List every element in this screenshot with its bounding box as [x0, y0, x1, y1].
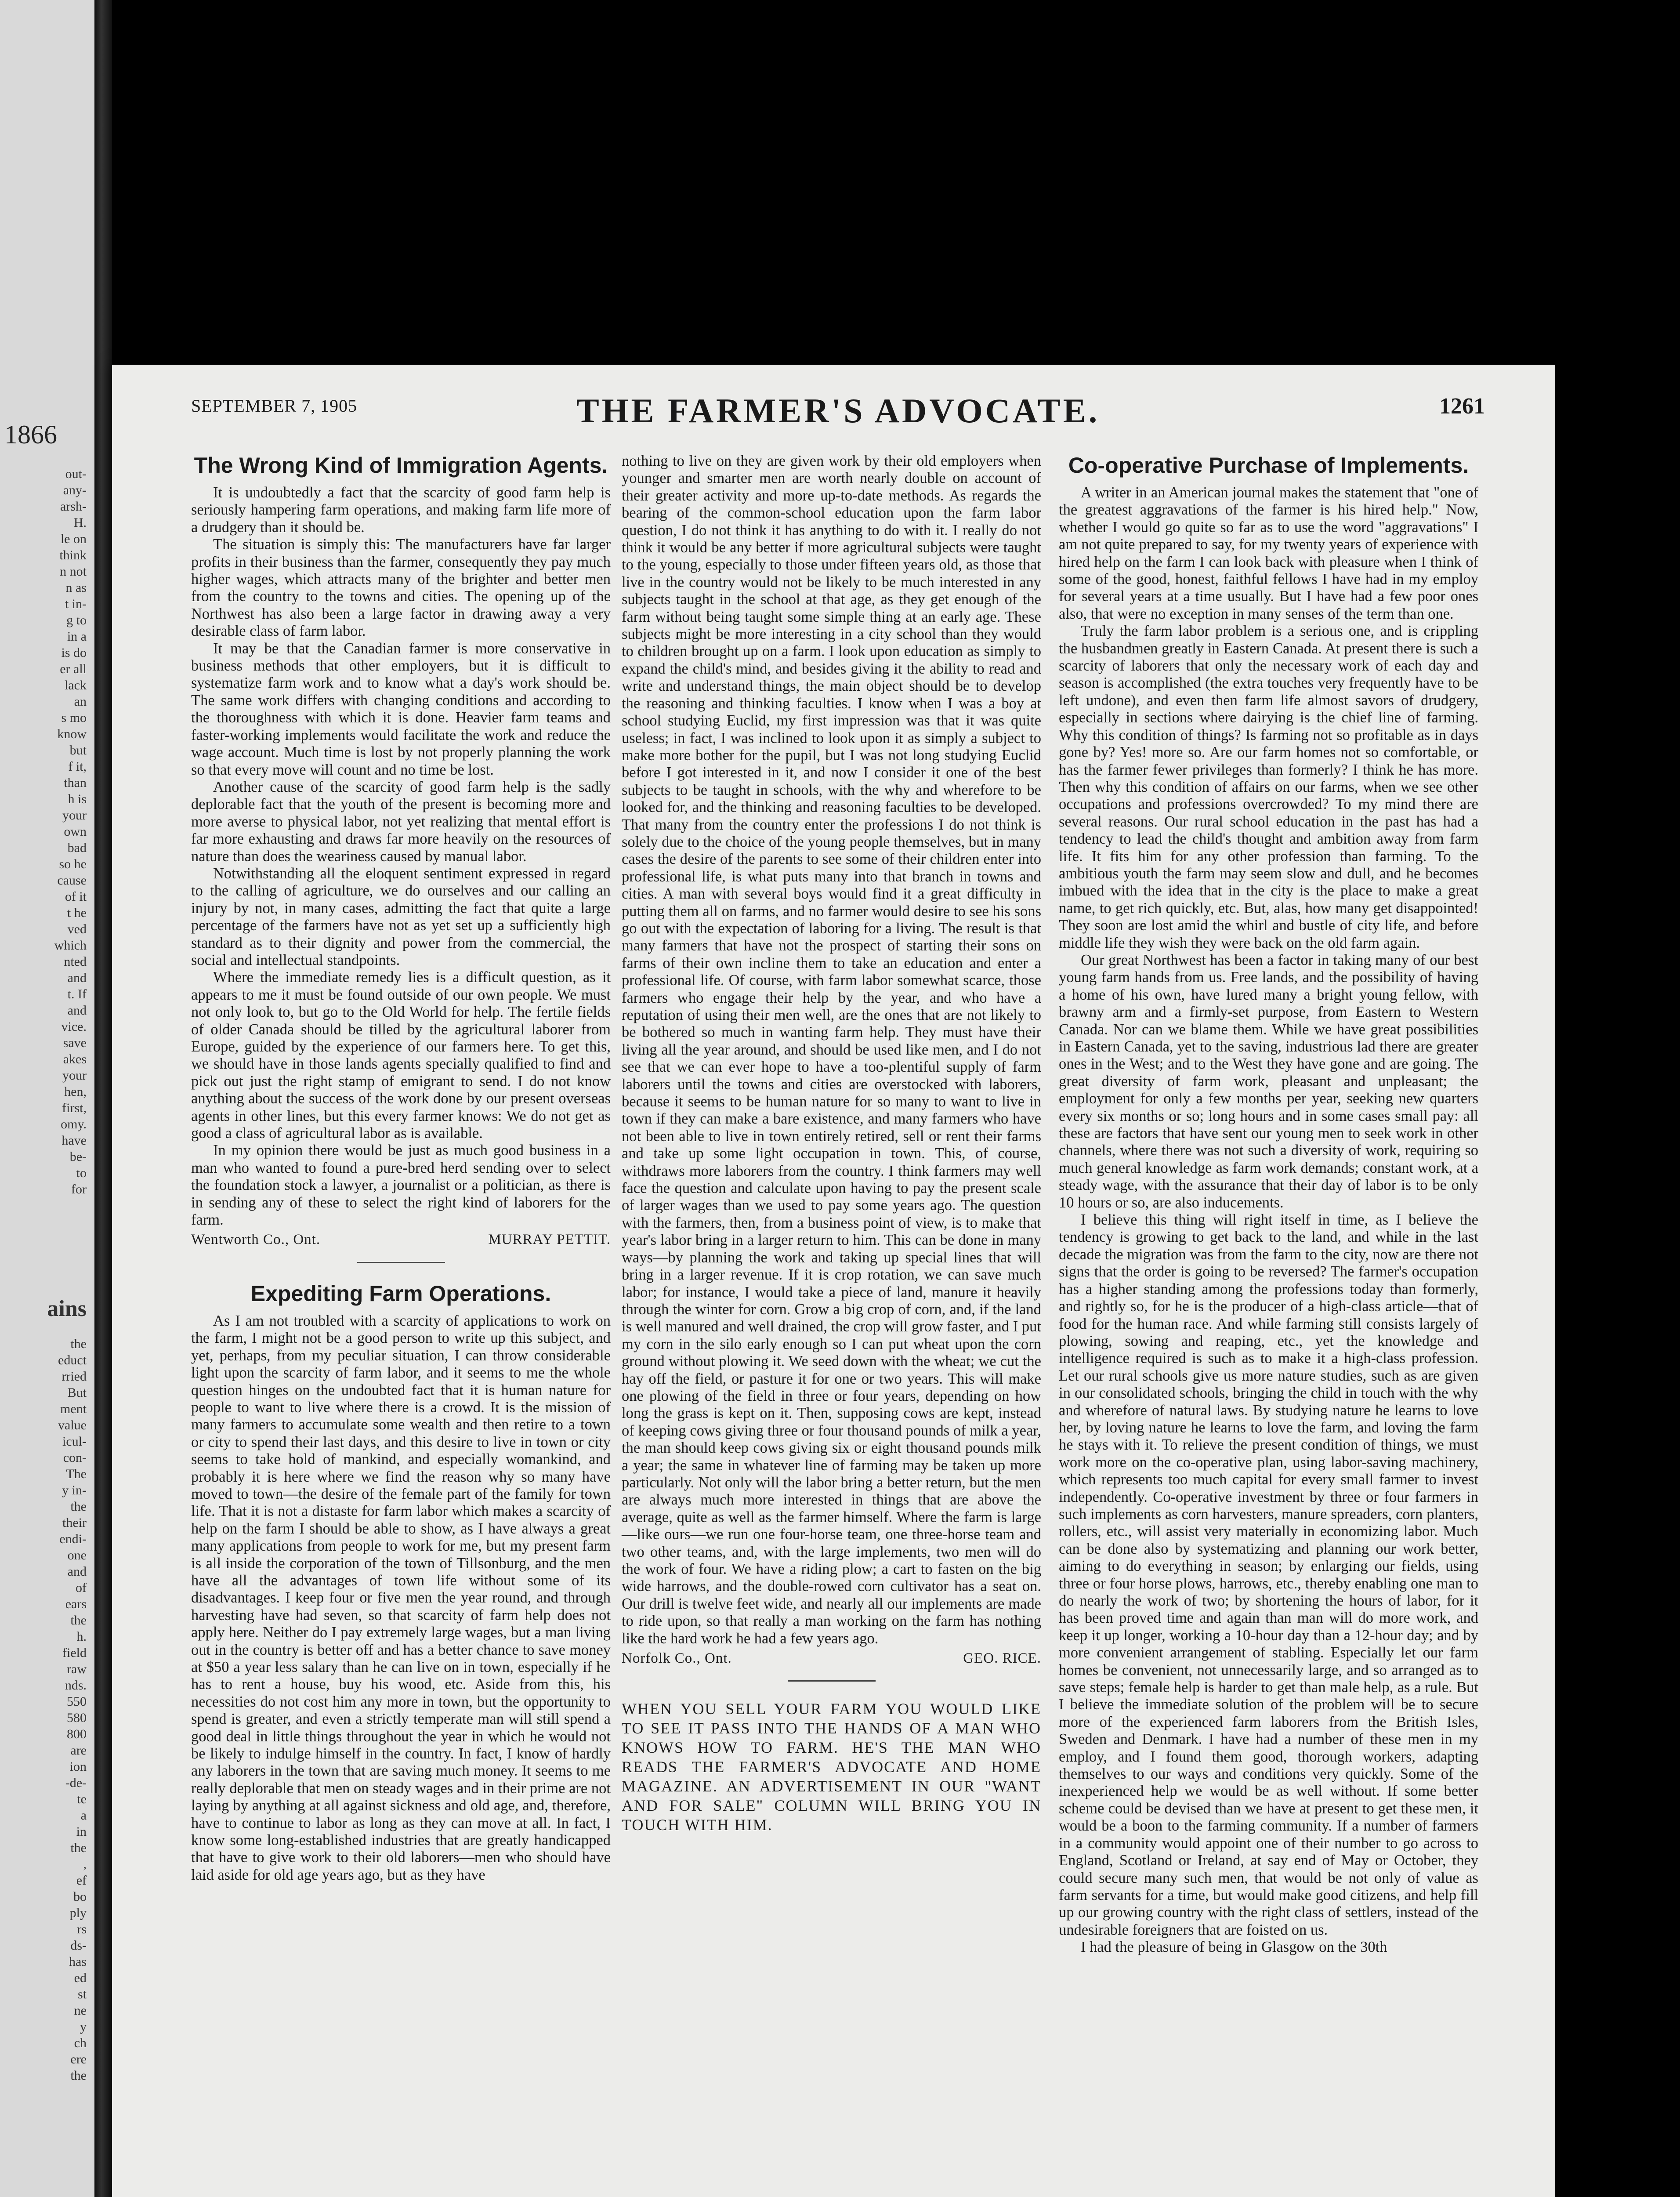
previous-page-fragment: educt	[58, 1353, 87, 1367]
previous-page-fragment: the	[70, 2068, 87, 2083]
previous-page-fragment: which	[54, 938, 87, 953]
previous-page-fragment: hen,	[64, 1084, 87, 1099]
previous-page-fragment: rried	[62, 1369, 87, 1384]
previous-page-fragment: raw	[67, 1662, 87, 1676]
previous-page-fragment: have	[62, 1133, 87, 1148]
previous-page-fragment: con-	[63, 1450, 87, 1465]
previous-page-fragment: ne	[74, 2003, 87, 2018]
paragraph: Notwithstanding all the eloquent sentiment expressed in regard to the calling of agriculture, we do ourselves and our calling an injury by not, in many cases, admitting the fact that quite a large percentage of the farmers have not as yet set up a sufficiently high standard as to their dignity and power from the commercial, the social and intellectual standpoints.	[191, 865, 611, 968]
previous-page-fragment: so he	[59, 857, 87, 871]
previous-page-fragment: st	[77, 1987, 87, 2001]
previous-page-fragment: ears	[65, 1597, 87, 1611]
previous-page-fragment: to	[76, 1166, 87, 1180]
previous-page-fragment: their	[62, 1515, 87, 1530]
paragraph: As I am not troubled with a scarcity of applications to work on the farm, I might not be a good person to write up this subject, and yet, perhaps, from my peculiar situation, I can throw considerable light upon the scarcity of farm labor, and it seems to me the whole question hinges on the undoubted fact that it is human nature for people to want to live where there is a crowd. It is the mission of many farmers to accumulate some wealth and then retire to a town or city to spend their last days, and this desire to live in town or city seems to take hold of mankind, and especially womankind, and probably it is here where we find the reason why so many have moved to town—the desire of the female part of the family for town life. That it is not a distaste for farm labor which makes a scarcity of help on the farm I should be able to show, as I have always a great many applications from people to work for me, but my present farm is all inside the corporation of the town of Tillsonburg, and the men have all the advantages of town life without some of its disadvantages. I keep four or five men the year round, and through harvesting have had seven, so that scarcity of farm help does not apply here. Neither do I pay extremely large wages, but a man living out in the country is better off and has a better chance to save money at $50 a year less salary than he can live on in town, especially if he has to rent a house, buy his wood, etc. Aside from this, his necessities do not cost him any more in town, but the opportunity to spend is greater, and even a strictly temperate man will still spend a good deal in little things throughout the year in which he would not be likely to indulge himself in the country. In fact, I know of hardly any laborers in the town that are saving much money. It seems to me really deplorable that men on steady wages and in their prime are not laying by anything at all against sickness and old age, and, therefore, have to continue to labor as long as they can move at all. In fact, I know some long-established industries that are greatly handicapped that have to give work to their old laborers—men who should have laid aside for old age years ago, but as they have	[191, 1312, 611, 1883]
previous-page-fragment: own	[64, 824, 87, 839]
article-title-cooperative: Co-operative Purchase of Implements.	[1068, 453, 1469, 478]
previous-page-fragment: and	[67, 1564, 87, 1579]
previous-page-fragment: ed	[74, 1971, 87, 1985]
previous-page-fragment: 550	[67, 1694, 87, 1709]
paragraph: Another cause of the scarcity of good farm help is the sadly deplorable fact that the youth of the present is becoming more and more averse to physical labor, not yet realizing that mental effort is far more exhausting and draws far more heavily on the resources of nature than does the weariness caused by manual labor.	[191, 778, 611, 865]
article-body-expediting-part1	[191, 1312, 611, 1884]
previous-page-fragment: endi-	[59, 1532, 87, 1546]
newspaper-page	[112, 365, 1555, 2197]
previous-page-fragment: g to	[66, 613, 87, 627]
previous-page-fragment: the	[70, 1613, 87, 1628]
previous-page-fragment: and	[67, 971, 87, 985]
previous-page-fragment: -de-	[65, 1776, 87, 1790]
paragraph: nothing to live on they are given work by their old employers when younger and smarter men are worth nearly double on account of their greater activity and more up-to-date methods. As regards the bearing of the common-school education upon the farm labor question, I do not think it has anything to do with it. I really do not think it would be any better if more agricultural subjects were taught to the young, especially to those under fifteen years old, as those that live in the country would not be likely to be much interested in any subjects taught in the school at that age, as they get enough of the farm without being taught some simple thing at an early age. These subjects might be more interesting in a city school than they would to children brought up on a farm. I look upon education as simply to expand the child's mind, and besides giving it the ability to read and write and understand things, the main object should be to develop the reasoning and thinking faculties. I know when I was a boy at school studying Euclid, my first impression was that it was quite useless; in fact, I was inclined to look upon it as simply a subject to make more bother for the pupil, but I was not long studying Euclid before I got interested in it, and now I consider it one of the best subjects to be taught in schools, with the why and wherefore to be looked for, and the thinking and reasoning faculties to be developed. That many from the country enter the professions I do not think is solely due to the choice of the young people themselves, but in many cases the desire of the parents to see some of their children enter into professional life, is what puts many into that branch in towns and cities. A man with several boys would find it a great difficulty in putting them all on farms, and no farmer would desire to see his sons go out with the expectation of laboring for a living. The result is that many farmers that have not the prospect of starting their sons on farms of their own incline them to take an education and enter a professional life. Of course, with farm labor somewhat scarce, those farmers who engage their help by the year, and who have a reputation of using their men well, are the ones that are not likely to be bothered so much in wanting farm help. They must have their living all the year around, and should be used like men, and I do not see that we can ever hope to have a too-plentiful supply of farm laborers until the towns and cities are overstocked with laborers, because it seems to be human nature for so many to want to live in town if they can make a bare existence, and many farmers who have not been able to live in town entirely retired, sell or rent their farms and take up some light occupation in town. This, of course, withdraws more laborers from the country. I think farmers may well face the question and calculate upon having to pay the present scale of larger wages than we used to pay some years ago. The question with the farmers, then, from a business point of view, is to make that year's labor bring in a larger return to him. This can be done in many ways—by planning the work and taking up special lines that will bring in a larger revenue. If it is crop rotation, we can save much labor; for instance, I would take a piece of land, manure it heavily through the winter for corn. Grow a big crop of corn, and, if the land is well manured and well drained, the crop will grow faster, and I put my corn in the silo early enough so I can put wheat upon the corn ground without plowing it. We seed down with the wheat; we cut the hay off the field, or pasture it for one or two years. This will make one plowing of the field in three or four years, depending on how long the grass is kept on it. Then, supposing cows are kept, instead of keeping cows giving three or four thousand pounds of milk a year, the man should keep cows giving six or eight thousand pounds milk a year; the same in whatever line of farming may be taken up more particularly. Not only will the labor bring a better return, but the men are always much more interested in things that are above the average, quite as well as the farmer himself. Where the farm is large—like ours—we run one four-horse team, one three-horse team and two other teams, and, with the large implements, two men will do the work of four. We have a riding plow; a cart to fasten on the big wide harrows, and the double-rowed corn cultivator has a seat on. Our drill is twelve feet wide, and nearly all our implements are made to ride upon, so that really a man working on the farm has nothing like the hard work he had a few years ago.	[622, 453, 1041, 1647]
previous-page-fragment: 800	[67, 1727, 87, 1741]
previous-page-number: 1866	[4, 420, 57, 449]
previous-page-fragment: than	[64, 776, 87, 790]
previous-page-fragment: think	[59, 548, 87, 562]
previous-page-fragment: an	[74, 694, 87, 709]
previous-page-fragment: h.	[76, 1629, 87, 1644]
masthead-title: THE FARMER'S ADVOCATE.	[576, 392, 1100, 430]
previous-page-fragment: cause	[57, 873, 87, 888]
previous-page-fragment: ion	[69, 1759, 87, 1774]
previous-page-fragment: s mo	[61, 711, 87, 725]
signature-name: GEO. RICE.	[963, 1650, 1041, 1667]
paragraph: It is undoubtedly a fact that the scarcity of good farm help is seriously hampering farm operations, and making farm life more of a drudgery than it should be.	[191, 484, 611, 536]
paragraph: In my opinion there would be just as much good business in a man who wanted to found a pure-bred herd sending over to select the foundation stock a lawyer, a journalist or a politician, as there is in sending any of these to select the right kind of laborers for the farm.	[191, 1142, 611, 1229]
previous-page-fragment: ere	[70, 2052, 87, 2066]
previous-page-fragment: vice.	[61, 1019, 87, 1034]
previous-page-fragment: n not	[60, 564, 87, 579]
previous-page-fragment: for	[71, 1182, 87, 1196]
previous-page-fragment: any-	[63, 483, 87, 497]
article-title-wrong-kind: The Wrong Kind of Immigration Agents.	[194, 453, 608, 478]
article-body-expediting-part2	[622, 453, 1041, 1647]
previous-page-fragment: The	[66, 1467, 87, 1481]
paragraph: Truly the farm labor problem is a serious one, and is crippling the husbandmen greatly in Eastern Canada. At present there is such a scarcity of laborers that only the necessary work of each day and season is accomplished (the extra touches very frequently have to be left undone), and even then farm life almost savors of drudgery, especially in sections where dairying is the chief line of farming. Why this condition of things? Is farming not so profitable as in days gone by? Yes! more so. Are our farm homes not so comfortable, or has the farmer fewer privileges than formerly? I think he has more. Then why this condition of affairs on our farms, when we see other occupations and professions overcrowded? To my mind there are several reasons. Our rural school education in the past has had a tendency to lead the child's thought and ambition away from farm life. It fits him for any other profession than farming. To the ambitious youth the farm may seem slow and dull, and he becomes imbued with the idea that in the city is the place to make a great name, to get rich quickly, etc. But, alas, how many get disappointed! They soon are lost amid the whirl and bustle of city life, and before middle life they wish they were back on the old farm again.	[1059, 623, 1478, 951]
previous-page-fragment: y	[80, 2019, 87, 2034]
signature-pettit	[191, 1231, 611, 1248]
column-1	[191, 453, 611, 1884]
paragraph: The situation is simply this: The manufacturers have far larger profits in their business than the farmer, consequently they pay much higher wages, which attracts many of the brighter and better men from the country to the towns and cities. The opening up of the Northwest has also been a large factor in drawing away a very desirable class of farm labor.	[191, 536, 611, 640]
book-spine	[94, 0, 112, 2197]
previous-page-fragment: be-	[69, 1149, 87, 1164]
previous-page-fragment: of it	[65, 889, 87, 904]
previous-page-fragment: ef	[76, 1873, 87, 1888]
previous-page-fragment: of	[76, 1581, 87, 1595]
previous-page-fragment: your	[62, 808, 87, 823]
previous-page-fragment: ply	[69, 1906, 87, 1920]
signature-place: Wentworth Co., Ont.	[191, 1232, 321, 1248]
previous-page-fragment: icul-	[62, 1434, 87, 1449]
paragraph: I believe this thing will right itself in time, as I believe the tendency is growing to get back to the land, and while in the last decade the migration was from the farm to the city, now are there not signs that the order is going to be reversed? The farmer's occupation has a higher standing among the professions today than formerly, and rightly so, for he is the producer of a high-class article—that of food for the human race. And while farming still consists largely of plowing, sowing and reaping, etc., yet the knowledge and intelligence required is such as to make it a high-class profession. Let our rural schools give us more nature studies, such as are given in our consolidated schools, bringing the child in touch with the why and wherefore of natural laws. By studying nature he learns to love her, by loving nature he learns to love the farm, and loving the farm he stays with it. To relieve the present condition of things, we must work more on the co-operative plan, using labor-saving machinery, which represents too much capital for every small farmer to invest independently. Co-operative investment by three or four farmers in such implements as corn harvesters, manure spreaders, corn planters, rollers, etc., will assist very materially in economizing labor. Much can be done also by systematizing and planning our work better, aiming to do everything in season; by enlarging our fields, using three or four horse plows, harrows, etc., thereby enabling one man to do nearly the work of two; by shortening the hours of labor, for it has been proved time and again than man will do more work, and keep it up longer, working a 10-hour day than a 12-hour day; and by more convenient arrangement of stabling. Especially let our farm homes be convenient, not unnecessarily large, and so arranged as to save steps; female help is harder to get than male help, as a rule. But I believe the immediate solution of the problem will be to secure more of the experienced farm laborers from the British Isles, Sweden and Denmark. I have had a number of these men in my employ, and I found them good, thorough workers, adapting themselves to our ways and conditions very quickly. Some of the inexperienced help we would be as well without. If some better scheme could be devised than we have at present to get these men, it would be a boon to the farming community. If a number of farmers in a community would appoint one of their number to go across to England, Scotland or Ireland, at say end of May or October, they could secure many such men, that would be not only of value as farm servants for a time, but would make good citizens, and help fill up our growing country with the right class of settlers, instead of the undesirable foreigners that are foisted on us.	[1059, 1211, 1478, 1938]
previous-page-fragment: out-	[65, 467, 87, 481]
previous-page-fragment: nted	[64, 954, 87, 969]
article-body-cooperative	[1059, 484, 1478, 1956]
paragraph: It may be that the Canadian farmer is more conservative in business methods that other employers, but it is difficult to systematize farm work and to know what a day's work should be. The same work differs with changing conditions and according to the thoroughness with which it is done. Heavier farm teams and faster-working implements would facilitate the work and reduce the wage account. Much time is lost by not properly planning the work so that every move will count and no time be lost.	[191, 640, 611, 778]
previous-page-fragment: the	[70, 1337, 87, 1351]
previous-page-fragment: bad	[67, 841, 87, 855]
previous-page-fragment: omy.	[61, 1117, 87, 1131]
previous-page-fragment: H.	[73, 515, 87, 530]
previous-page-heading-fragment: ains	[47, 1296, 87, 1321]
previous-page-fragment: er all	[60, 662, 87, 676]
previous-page-fragment: le on	[60, 532, 87, 546]
previous-page-fragment: 580	[67, 1711, 87, 1725]
article-title-expediting: Expediting Farm Operations.	[250, 1281, 551, 1306]
previous-page-fragment: one	[67, 1548, 87, 1563]
previous-page-fragment: value	[58, 1418, 87, 1432]
previous-page-fragment: ds-	[70, 1938, 87, 1953]
paragraph: Where the immediate remedy lies is a difficult question, as it appears to me it must be found outside of our own people. We must not only look to, but go to the Old World for help. The fertile fields of older Canada should be tilled by the agricultural laborer from Europe, guided by the experience of our farmers here. To get this, we should have in those lands agents specially qualified to find and pick out just the right stamp of emigrant to send. I do not know anything about the success of the work done by our present overseas agents in other lines, but this every farmer knows: We do not get as good a class of agricultural labor as is available.	[191, 969, 611, 1142]
previous-page-fragment: ,	[83, 1857, 87, 1871]
paragraph: A writer in an American journal makes the statement that "one of the greatest aggravations of the farmer is his hired help." Now, whether I would go quite so far as to use the word "aggravations" I am not quite prepared to say, for my twenty years of experience with hired help on the farm I can look back with pleasure when I think of some of the good, honest, faithful fellows I have had in my employ for several years at a time usually. But I have had a few poor ones also, that were no exception in many senses of the term than one.	[1059, 484, 1478, 622]
previous-page-fragment: ch	[74, 2036, 87, 2050]
previous-page-fragment: rs	[77, 1922, 87, 1936]
previous-page-fragment: your	[62, 1068, 87, 1083]
previous-page-fragment: is do	[61, 645, 87, 660]
signature-name: MURRAY PETTIT.	[488, 1232, 611, 1248]
signature-place: Norfolk Co., Ont.	[622, 1650, 732, 1667]
previous-page-fragment: and	[67, 1003, 87, 1018]
previous-page-fragment: akes	[63, 1052, 87, 1066]
previous-page-fragment: nds.	[65, 1678, 87, 1693]
previous-page-fragment: bo	[73, 1889, 87, 1904]
previous-page-fragment: field	[62, 1646, 87, 1660]
previous-page-fragment: But	[67, 1385, 87, 1400]
previous-page-fragment: the	[70, 1499, 87, 1514]
previous-page-fragment: are	[70, 1743, 87, 1758]
previous-page-fragment: t. If	[67, 987, 87, 1001]
previous-page-fragment: has	[69, 1954, 87, 1969]
previous-page-fragment: t in-	[65, 597, 87, 611]
signature-rice	[622, 1650, 1041, 1667]
paragraph: I had the pleasure of being in Glasgow on the 30th	[1081, 1939, 1387, 1956]
article-body-wrong-kind	[191, 484, 611, 1229]
previous-page-fragment: first,	[62, 1101, 87, 1115]
previous-page-fragment: know	[57, 727, 87, 741]
page-number: 1261	[1439, 394, 1485, 419]
paragraph: Our great Northwest has been a factor in taking many of our best young farm hands from us. Free lands, and the possibility of having a home of his own, have lured many a bright young fellow, with brawny arm and a firmly-set purpose, from Eastern to Western Canada. Nor can we blame them. While we have great possibilities in Eastern Canada, yet to the saving, industrious lad there are greater ones in the West; and to the West they have gone and are going. The great diversity of farm work, pleasant and unpleasant; the employment for only a few months per year, seeking new quarters every six months or so; long hours and in some cases small pay: all these are factors that have sent our young men to seek work in other channels, where there was not such a diversity of work, requiring so much general knowledge as farm work demands; constant work, at a steady wage, with the assurance that their day of labor is to be only 10 hours or so, are also inducements.	[1059, 951, 1478, 1211]
advertisement-notice: WHEN YOU SELL YOUR FARM YOU WOULD LIKE TO SEE IT PASS INTO THE HANDS OF A MAN WHO KNOWS HOW TO FARM. HE'S THE MAN WHO READS THE FARMER'S ADVOCATE AND HOME MAGAZINE. AN ADVERTISEMENT IN OUR "WANT AND FOR SALE" COLUMN WILL BRING YOU IN TOUCH WITH HIM.	[622, 1700, 1041, 1834]
column-2	[622, 453, 1041, 1834]
previous-page-fragment: te	[77, 1792, 87, 1806]
page-header	[191, 391, 1485, 431]
issue-date: SEPTEMBER 7, 1905	[191, 396, 358, 416]
previous-page-fragment: ment	[60, 1402, 87, 1416]
article-divider	[788, 1680, 876, 1682]
article-divider	[357, 1262, 445, 1263]
previous-page-fragment: the	[70, 1841, 87, 1855]
previous-page-fragment: f it,	[68, 759, 87, 774]
previous-page-fragment: n as	[65, 580, 87, 595]
previous-page-edge	[0, 0, 94, 2197]
previous-page-fragment: in	[76, 1824, 87, 1839]
column-3	[1059, 453, 1478, 1956]
previous-page-fragment: save	[63, 1036, 87, 1050]
previous-page-fragment: in a	[67, 629, 87, 644]
previous-page-fragment: but	[69, 743, 87, 758]
previous-page-fragment: h is	[68, 792, 87, 806]
previous-page-fragment: arsh-	[60, 499, 87, 514]
previous-page-fragment: y in-	[62, 1483, 87, 1497]
previous-page-fragment: t he	[67, 906, 87, 920]
previous-page-fragment: a	[80, 1808, 87, 1823]
previous-page-fragment: ved	[67, 922, 87, 936]
previous-page-fragment: lack	[65, 678, 87, 692]
